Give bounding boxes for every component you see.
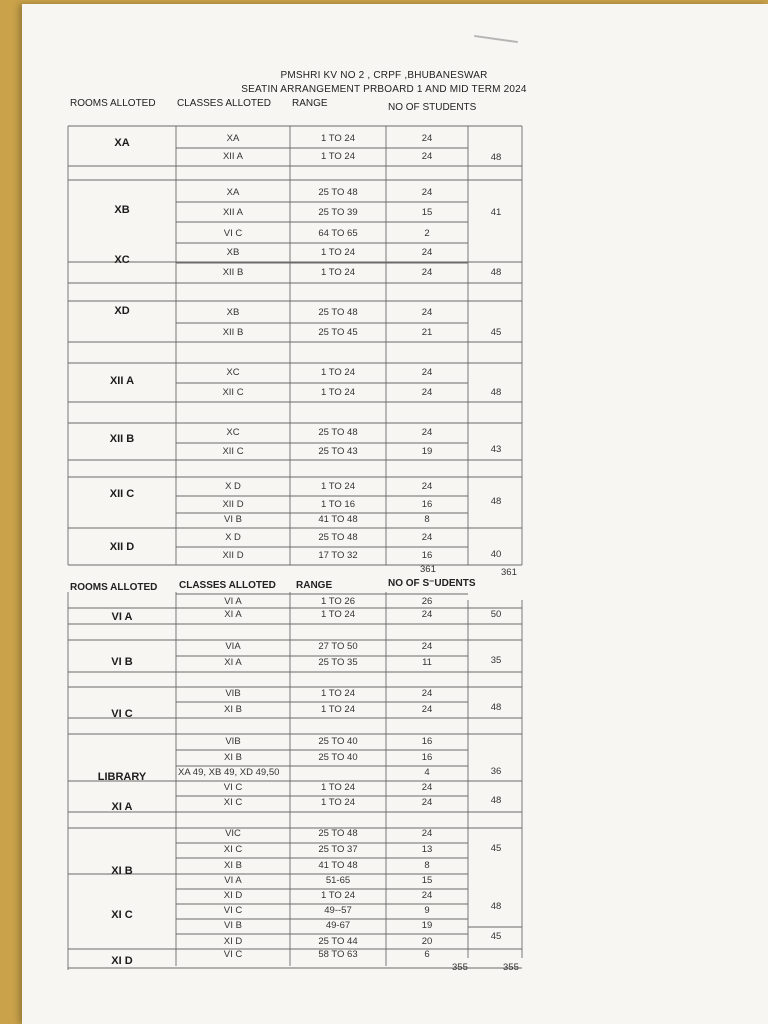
table2-range-cell: 1 TO 24: [321, 609, 355, 620]
table2-room-total-cell: 45: [490, 931, 502, 942]
table1-room-label: XC: [114, 254, 130, 266]
table1-range-cell: 1 TO 24: [321, 151, 355, 162]
table2-class-cell: VI B: [224, 920, 242, 931]
table2-class-cell: XI C: [223, 844, 243, 855]
table2-room-total-cell: 36: [490, 766, 502, 777]
header2-no-of-students: NO OF S⁻UDENTS: [388, 578, 476, 589]
table1-class-cell: VI B: [224, 514, 242, 525]
table2-student-count-cell: 24: [421, 797, 433, 808]
table1-student-count-cell: 24: [421, 481, 433, 492]
table2-room-label: XI D: [111, 955, 133, 967]
table1-student-count-cell: 21: [421, 327, 433, 338]
table1-range-cell: 25 TO 48: [318, 307, 358, 318]
table2-class-cell: VIB: [225, 688, 241, 699]
table2-class-cell: VI C: [223, 949, 243, 960]
table2-range-cell: 25 TO 37: [318, 844, 358, 855]
table1-student-count-cell: 24: [421, 367, 433, 378]
table2-student-count-cell: 24: [421, 688, 433, 699]
table1-room-total-cell: 43: [490, 444, 502, 455]
table1-range-cell: 25 TO 39: [318, 207, 358, 218]
table1-student-count-cell: 24: [421, 133, 433, 144]
table2-room-total-cell: 50: [490, 609, 502, 620]
table1-room-total-cell: 41: [490, 207, 502, 218]
table2-range-cell: 27 TO 50: [318, 641, 358, 652]
header-rooms-alloted: ROOMS ALLOTED: [70, 98, 156, 109]
table1-range-cell: 17 TO 32: [318, 550, 358, 561]
table1-class-cell: XA: [226, 187, 240, 198]
table2-class-cell: VIA: [225, 641, 241, 652]
table2-student-count-cell: 9: [424, 905, 430, 916]
table2-room-total-cell: 48: [490, 702, 502, 713]
table2-student-count-cell: 24: [421, 828, 433, 839]
table2-room-label: VI A: [111, 611, 133, 623]
table1-range-cell: 1 TO 24: [321, 247, 355, 258]
table1-class-cell: XII A: [222, 151, 244, 162]
table2-room-label: XI A: [111, 801, 133, 813]
table1-student-count-cell: 2: [424, 228, 430, 239]
table1-range-cell: 25 TO 48: [318, 427, 358, 438]
table2-range-cell: 25 TO 44: [318, 936, 358, 947]
table2-class-cell: XA 49, XB 49, XD 49,50: [178, 767, 280, 778]
table1-range-cell: 41 TO 48: [318, 514, 358, 525]
table1-student-count-cell: 24: [421, 247, 433, 258]
table2-class-cell: VI C: [223, 905, 243, 916]
table1-range-cell: 25 TO 45: [318, 327, 358, 338]
header-no-of-students: NO OF STUDENTS: [388, 102, 477, 113]
table1-student-count-cell: 16: [421, 499, 433, 510]
table1-student-count-cell: 8: [424, 514, 430, 525]
table1-room-total-cell: 48: [490, 496, 502, 507]
table2-class-cell: VI A: [224, 596, 242, 607]
table1-room-label: XD: [114, 305, 130, 317]
table2-student-count-cell: 13: [421, 844, 433, 855]
table2-range-cell: 49-67: [325, 920, 351, 931]
table2-class-cell: VI A: [224, 875, 242, 886]
table2-class-cell: XI D: [223, 936, 243, 947]
table2-student-count-cell: 8: [424, 860, 430, 871]
document-title: SEATIN ARRANGEMENT PRBOARD 1 AND MID TERM 2024: [241, 84, 527, 95]
table1-range-cell: 25 TO 43: [318, 446, 358, 457]
table1-student-count-cell: 24: [421, 187, 433, 198]
table1-student-count-cell: 19: [421, 446, 433, 457]
table2-range-cell: 25 TO 35: [318, 657, 358, 668]
table1-student-count-cell: 24: [421, 267, 433, 278]
header2-rooms-alloted: ROOMS ALLOTED: [70, 582, 158, 593]
table2-student-count-cell: 11: [422, 657, 432, 668]
table1-student-count-cell: 24: [421, 387, 433, 398]
table1-range-cell: 1 TO 24: [321, 133, 355, 144]
header2-classes-alloted: CLASSES ALLOTED: [179, 580, 276, 591]
table2-class-cell: XI B: [224, 860, 242, 871]
table2-student-count-cell: 24: [421, 704, 433, 715]
table2-student-count-cell: 24: [421, 782, 433, 793]
table2-student-count-cell: 24: [421, 641, 433, 652]
table2-class-cell: XI C: [223, 797, 243, 808]
table1-student-count-cell: 24: [421, 532, 433, 543]
table1-room-label: XII D: [109, 541, 135, 553]
table2-class-cell: VIB: [225, 736, 241, 747]
table2-room-label: VI C: [111, 708, 133, 720]
table2-room-label: XI C: [111, 909, 133, 921]
table2-grand-total-right: 355: [503, 962, 519, 973]
table2-range-cell: 25 TO 40: [318, 736, 358, 747]
header-classes-alloted: CLASSES ALLOTED: [177, 98, 271, 109]
table2-room-total-cell: 45: [490, 843, 502, 854]
table1-class-cell: XC: [226, 367, 240, 378]
table1-range-cell: 1 TO 24: [321, 367, 355, 378]
table2-range-cell: 58 TO 63: [318, 949, 358, 960]
school-name: PMSHRI KV NO 2 , CRPF ,BHUBANESWAR: [280, 70, 488, 81]
table1-class-cell: XII C: [222, 446, 244, 457]
table2-range-cell: 25 TO 48: [318, 828, 358, 839]
table1-class-cell: XII B: [222, 327, 244, 338]
table2-student-count-cell: 16: [421, 752, 433, 763]
table1-student-count-cell: 24: [421, 151, 433, 162]
table1-class-cell: XB: [226, 247, 240, 258]
table2-student-count-cell: 16: [421, 736, 433, 747]
table1-class-cell: XII B: [222, 267, 244, 278]
table2-student-count-cell: 24: [421, 890, 433, 901]
table2-room-total-cell: 35: [490, 655, 502, 666]
table2-student-count-cell: 4: [424, 767, 430, 778]
table2-room-label: LIBRARY: [97, 771, 147, 783]
table1-room-label: XII C: [109, 488, 135, 500]
table1-range-cell: 1 TO 24: [321, 267, 355, 278]
table1-student-count-cell: 15: [421, 207, 433, 218]
table2-room-total-cell: 48: [490, 901, 502, 912]
table2-range-cell: 1 TO 24: [321, 797, 355, 808]
table2-class-cell: VI C: [223, 782, 243, 793]
table2-range-cell: 1 TO 24: [321, 890, 355, 901]
table1-room-total-cell: 45: [490, 327, 502, 338]
table1-range-cell: 64 TO 65: [318, 228, 358, 239]
table1-room-total-cell: 48: [490, 267, 502, 278]
table2-range-cell: 41 TO 48: [318, 860, 358, 871]
table1-class-cell: VI C: [223, 228, 243, 239]
table2-student-count-cell: 15: [421, 875, 433, 886]
table1-student-count-cell: 24: [421, 307, 433, 318]
table1-class-cell: XII C: [222, 387, 244, 398]
table2-range-cell: 1 TO 24: [321, 782, 355, 793]
table2-class-cell: XI A: [224, 609, 242, 620]
table2-class-cell: XI A: [224, 657, 242, 668]
table2-range-cell: 1 TO 24: [321, 704, 355, 715]
table1-room-total-cell: 40: [490, 549, 502, 560]
table1-class-cell: XII D: [222, 550, 244, 561]
table1-grand-total: 361: [420, 564, 436, 575]
table1-range-cell: 25 TO 48: [318, 187, 358, 198]
table1-student-count-cell: 24: [421, 427, 433, 438]
header-range: RANGE: [292, 98, 328, 109]
table1-student-count-cell: 16: [421, 550, 433, 561]
table2-student-count-cell: 19: [421, 920, 433, 931]
table2-class-cell: XI D: [223, 890, 243, 901]
table1-range-cell: 1 TO 24: [321, 387, 355, 398]
table2-student-count-cell: 20: [421, 936, 433, 947]
table2-class-cell: XI B: [224, 752, 242, 763]
table1-range-cell: 1 TO 24: [321, 481, 355, 492]
table1-class-cell: XB: [226, 307, 240, 318]
table1-room-total-cell: 48: [490, 387, 502, 398]
table2-student-count-cell: 6: [424, 949, 430, 960]
table2-room-total-cell: 48: [490, 795, 502, 806]
table1-class-cell: X D: [225, 481, 241, 492]
table1-class-cell: XII D: [222, 499, 244, 510]
table2-room-label: VI B: [111, 656, 133, 668]
table1-room-label: XII B: [109, 433, 135, 445]
table1-class-cell: XII A: [222, 207, 244, 218]
table2-range-cell: 1 TO 24: [321, 688, 355, 699]
table2-class-cell: XI B: [224, 704, 242, 715]
table2-student-count-cell: 24: [421, 609, 433, 620]
header2-range: RANGE: [296, 580, 333, 591]
table1-class-cell: XA: [226, 133, 240, 144]
table2-range-cell: 51-65: [325, 875, 351, 886]
table1-class-cell: XC: [226, 427, 240, 438]
table1-room-label: XII A: [109, 375, 135, 387]
table2-grand-total: 355: [452, 962, 468, 973]
table1-class-cell: X D: [225, 532, 241, 543]
table2-range-cell: 49--57: [324, 905, 352, 916]
table2-range-cell: 1 TO 26: [321, 596, 355, 607]
table2-room-label: XI B: [111, 865, 133, 877]
table1-grand-total-right: 361: [501, 567, 517, 578]
table1-range-cell: 1 TO 16: [321, 499, 355, 510]
table1-room-label: XA: [114, 137, 130, 149]
table1-room-total-cell: 48: [490, 152, 502, 163]
table2-student-count-cell: 26: [421, 596, 433, 607]
table1-room-label: XB: [114, 204, 130, 216]
table1-range-cell: 25 TO 48: [318, 532, 358, 543]
table2-class-cell: VIC: [225, 828, 241, 839]
table2-range-cell: 25 TO 40: [318, 752, 358, 763]
